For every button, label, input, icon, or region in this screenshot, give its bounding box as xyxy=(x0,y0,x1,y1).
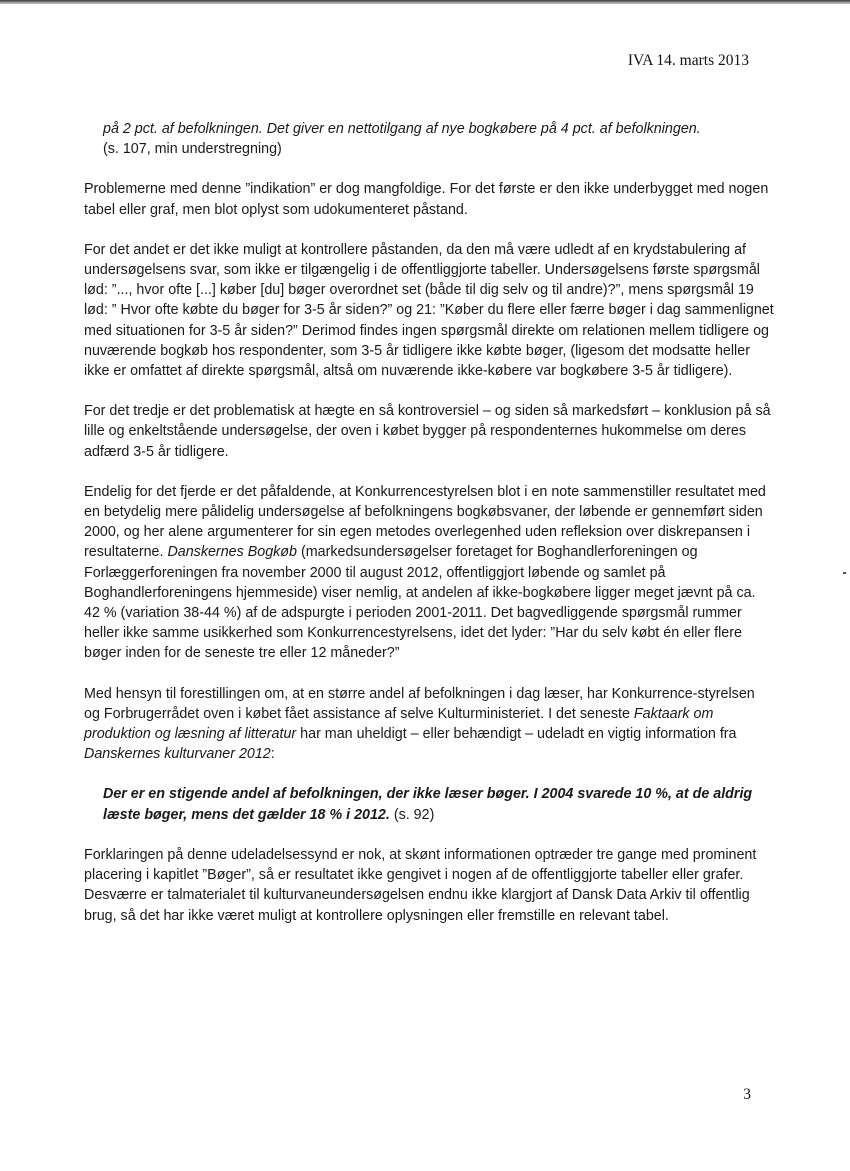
quote-2-text: Der er en stigende andel af befolkningen, der ikke læser bøger. I 2004 svarede 10 %, at de aldrig læste bøger, mens det gælder 18 % i 2012. xyxy=(103,786,753,823)
paragraph-2: For det andet er det ikke muligt at kontrollere påstanden, da den må være udledt af en krydstabulering af undersøgelsens svar, som ikke er tilgængelig i de offentliggjorte tabeller. Undersøgelsens første spørgsmål lød: ”..., hvor ofte [...] køber [du] bøger overordnet set (både til dig selv og til andre)?”, mens spørgsmål 19 lød: ” Hvor ofte købte du bøger for 3-5 år siden?” og 21: ”Køber du flere eller færre bøger i dag sammenlignet med situationen for 3-5 år siden?” Derimod findes ingen spørgsmål direkte om relationen mellem tidligere og nuværende bogkøb hos respondenter, som 3-5 år tidligere ikke købte bøger, (ligesom det modsatte heller ikke er omfattet af direkte spørgsmål, altså om nuværende ikke-købere var bogkøbere 3-5 år tidligere). xyxy=(84,241,774,380)
quote-2-reference: (s. 92) xyxy=(389,806,435,823)
paragraph-1: Problemerne med denne ”indikation” er dog mangfoldige. For det første er den ikke underbygget med nogen tabel eller graf, men blot oplyst som udokumenteret påstand. xyxy=(84,181,769,218)
scan-edge xyxy=(0,0,850,4)
quote-1-text: på 2 pct. af befolkningen. Det giver en nettotilgang af nye bogkøbere på 4 pct. af befolkningen. xyxy=(103,121,701,137)
paragraph-5-part-a: Med hensyn til forestillingen om, at en større andel af befolkningen i dag læser, har Konkurrence-styrelsen og Forbrugerrådet oven i købet fået assistance af selve Kulturministeriet. I det seneste xyxy=(84,685,755,722)
paragraph-4-part-a: Endelig for det fjerde er det påfaldende, at Konkurrencestyrelsen blot i en note sammenstiller resultatet med en betydelig mere pålidelig undersøgelse af befolkningens bogkøbsvaner, der løbende er gennemført siden 2000, og her alene argumenterer for sin egen metodes overlegenhed uden refleksion over diskrepansen i resultaterne. xyxy=(84,483,766,561)
quote-1-reference: (s. 107, min understregning) xyxy=(103,141,282,158)
paragraph-4-title-ref: Danskernes Bogkøb xyxy=(167,544,297,561)
paragraph-5-title-ref-1: Faktaark om produktion og læsning af litteratur xyxy=(84,705,714,743)
paragraph-5 xyxy=(84,684,774,765)
document-body xyxy=(84,119,774,946)
paragraph-3: For det tredje er det problematisk at hægte en så kontroversiel – og siden så markedsført – konklusion på så lille og enkeltstående undersøgelse, der oven i købet bygger på respondenternes hukommelse om deres adfærd 3-5 år tidligere. xyxy=(84,403,771,460)
margin-mark xyxy=(843,572,846,574)
paragraph-5-part-b: har man uheldigt – eller behændigt – udeladt en vigtig information fra xyxy=(296,726,737,743)
paragraph-5-part-c: : xyxy=(270,746,275,763)
quote-block-1 xyxy=(103,119,774,159)
page-number: 3 xyxy=(743,1086,751,1103)
paragraph-4 xyxy=(84,482,774,664)
header-date: IVA 14. marts 2013 xyxy=(627,52,749,69)
paragraph-5-title-ref-2: Danskernes kulturvaner 2012 xyxy=(84,746,271,763)
paragraph-4-part-b: (markedsundersøgelser foretaget for Boghandlerforeningen og Forlæggerforeningen fra november 2000 til august 2012, offentliggjort løbende og samlet på Boghandlerforeningens hjemmeside) viser nemlig, at andelen af ikke-bogkøbere ligger meget jævnt på ca. 42 % (variation 38-44 %) af de adspurgte i perioden 2001-2011. Det bagvedliggende spørgsmål rummer heller ikke samme usikkerhed som Konkurrencestyrelsens, idet det lyder: ”Har du selv købt én eller flere bøger inden for de seneste tre eller 12 måneder?” xyxy=(84,544,756,662)
quote-block-2 xyxy=(103,784,774,824)
paragraph-6: Forklaringen på denne udeladelsessynd er nok, at skønt informationen optræder tre gange med prominent placering i kapitlet ”Bøger”, så er resultatet ikke gengivet i nogen af de offentliggjorte tabeller eller grafer. Desværre er talmaterialet til kulturvaneundersøgelsen endnu ikke klargjort af Dansk Data Arkiv til offentlig brug, så det har ikke været muligt at kontrollere oplysningen eller fremstille en relevant tabel. xyxy=(84,846,757,924)
